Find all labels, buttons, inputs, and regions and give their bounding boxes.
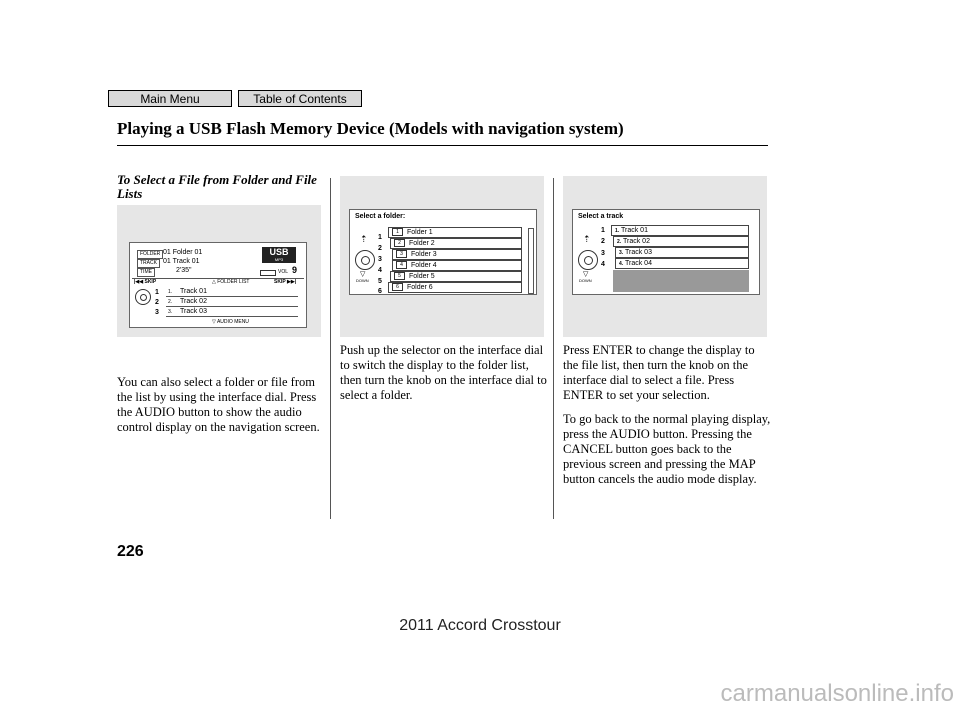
column-divider-1 <box>330 178 331 519</box>
skip-forward-button: SKIP ▶▶| <box>274 279 297 285</box>
row-number-2: 2 <box>378 245 382 252</box>
audio-display-screen <box>129 242 307 328</box>
volume-label: VOL <box>278 269 289 275</box>
interface-dial-icon <box>135 289 151 305</box>
row-number-2: 2 <box>601 238 605 245</box>
usb-badge: USB MP3 <box>262 247 296 263</box>
track-list-item: 2. Track 02 <box>613 236 749 247</box>
volume-value: 9 <box>292 265 298 275</box>
row-number-1: 1 <box>601 227 605 234</box>
track-list-item: 3. Track 03 <box>615 247 749 258</box>
table-of-contents-button[interactable]: Table of Contents <box>238 90 362 107</box>
row-number-4: 4 <box>378 267 382 274</box>
down-label: DOWN <box>579 278 592 283</box>
column-2-text: Push up the selector on the interface dial to switch the display to the folder list, then turn the knob on the interface dial to select a folder. <box>340 343 547 402</box>
title-divider <box>117 145 768 146</box>
volume-bar <box>260 270 276 276</box>
screen-header: Select a folder: <box>355 213 406 220</box>
folder-list-item: 2 Folder 2 <box>390 238 522 249</box>
interface-dial-icon <box>355 250 375 270</box>
list-index: 3. <box>168 309 173 315</box>
folder-list-item: 6 Folder 6 <box>388 282 522 293</box>
row-number-3: 3 <box>155 309 159 316</box>
up-arrow-icon: ⇡ <box>583 234 591 244</box>
list-index: 1. <box>168 289 173 295</box>
track-value: 01 Track 01 <box>163 258 200 265</box>
folder-tag: FOLDER <box>137 250 163 259</box>
folder-list-figure <box>340 176 544 337</box>
row-number-4: 4 <box>601 261 605 268</box>
track-list-item: Track 03 <box>180 308 207 315</box>
track-tag: TRACK <box>137 259 160 268</box>
track-list-item: Track 01 <box>180 288 207 295</box>
column-divider-2 <box>553 178 554 519</box>
folder-list-label: △ FOLDER LIST <box>212 279 250 285</box>
section-title: To Select a File from Folder and File Lists <box>117 172 317 201</box>
row-number-6: 6 <box>378 288 382 295</box>
up-arrow-icon: ⇡ <box>360 234 368 244</box>
column-3-text-2: To go back to the normal playing display, press the AUDIO button. Pressing the CANCEL button goes back to the previous screen and pressing the MAP button cancels the audio mode display. <box>563 412 771 486</box>
track-list-screen <box>572 209 760 295</box>
folder-list-screen <box>349 209 537 295</box>
time-tag: TIME <box>137 268 155 277</box>
row-number-5: 5 <box>378 278 382 285</box>
watermark: carmanualsonline.info <box>720 680 954 707</box>
page-number: 226 <box>117 543 144 560</box>
empty-list-area <box>613 270 749 292</box>
track-list-item: 1. Track 01 <box>611 225 749 236</box>
track-list-item: 4. Track 04 <box>615 258 749 269</box>
folder-list-item: 1 Folder 1 <box>388 227 522 238</box>
row-divider <box>166 316 298 317</box>
screen-header: Select a track <box>578 213 624 220</box>
skip-back-button: |◀◀ SKIP <box>134 279 157 285</box>
folder-list-item: 5 Folder 5 <box>390 271 522 282</box>
folder-list-item: 3 Folder 3 <box>392 249 522 260</box>
audio-menu-label: ▽ AUDIO MENU <box>212 319 249 325</box>
row-number-3: 3 <box>601 250 605 257</box>
folder-list-item: 4 Folder 4 <box>392 260 522 271</box>
scrollbar <box>528 228 534 294</box>
time-value: 2'35" <box>176 267 192 274</box>
audio-display-figure <box>117 205 321 337</box>
row-divider <box>166 296 298 297</box>
row-number-2: 2 <box>155 299 159 306</box>
track-list-item: Track 02 <box>180 298 207 305</box>
interface-dial-icon <box>578 250 598 270</box>
list-index: 2. <box>168 299 173 305</box>
page-title: Playing a USB Flash Memory Device (Models with navigation system) <box>117 119 624 138</box>
row-divider <box>166 306 298 307</box>
down-arrow-icon: ▽ <box>360 271 366 278</box>
main-menu-button[interactable]: Main Menu <box>108 90 232 107</box>
row-number-1: 1 <box>378 234 382 241</box>
footer-model-name: 2011 Accord Crosstour <box>399 617 561 634</box>
folder-value: 01 Folder 01 <box>163 249 203 256</box>
down-arrow-icon: ▽ <box>583 271 589 278</box>
column-3-text-1: Press ENTER to change the display to the file list, then turn the knob on the interface dial to select a file. Press ENTER to set your selection. <box>563 343 755 402</box>
column-1-text: You can also select a folder or file from the list by using the interface dial. Press the AUDIO button to show the audio control display on the navigation screen. <box>117 375 320 434</box>
down-label: DOWN <box>356 278 369 283</box>
row-number-3: 3 <box>378 256 382 263</box>
row-number-1: 1 <box>155 289 159 296</box>
track-list-figure <box>563 176 767 337</box>
